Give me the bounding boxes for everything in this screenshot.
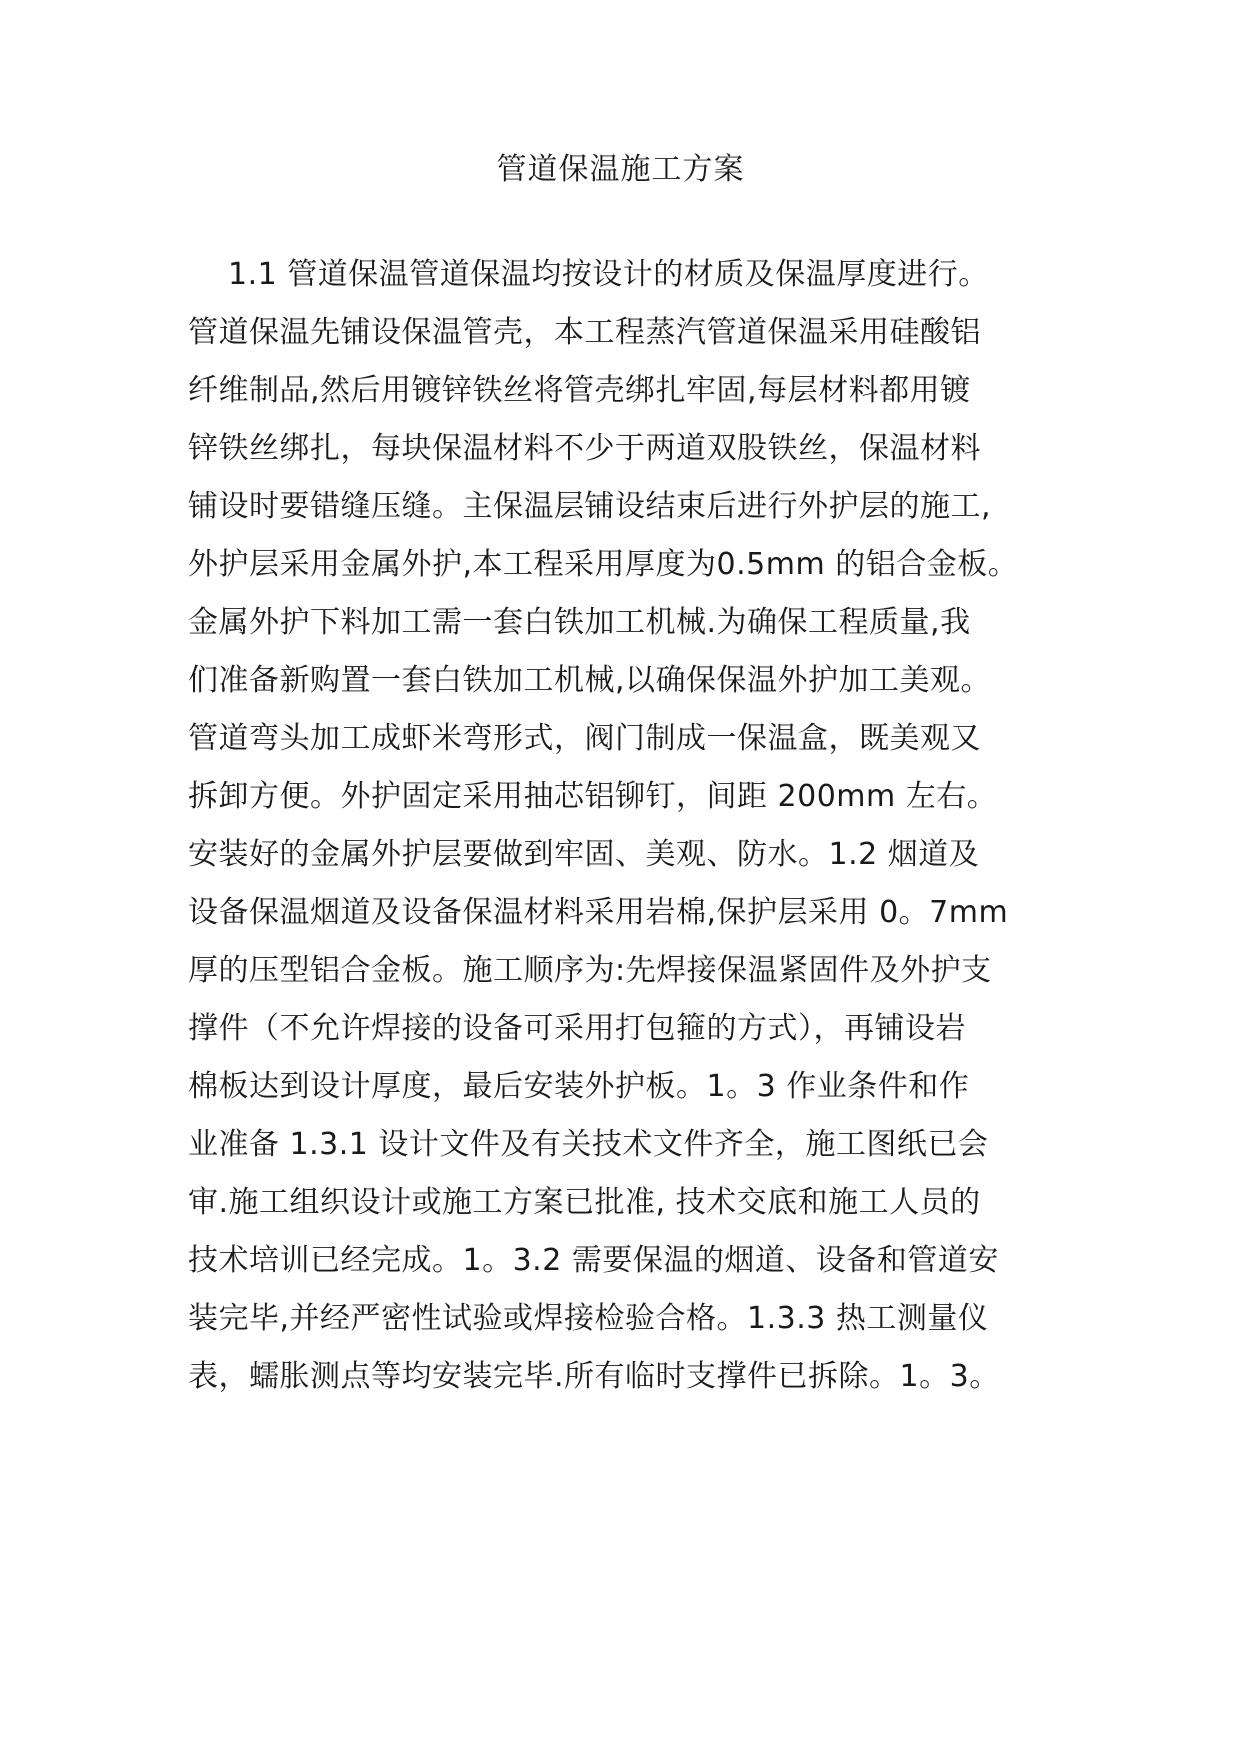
text-line: 1.1 管道保温管道保温均按设计的材质及保温厚度进行。	[228, 257, 989, 292]
text-line: 们准备新购置一套白铁加工机械,以确保保温外护加工美观。	[188, 663, 992, 698]
text-line: 撑件（不允许焊接的设备可采用打包箍的方式），再铺设岩	[188, 1011, 966, 1046]
text-line: 装完毕,并经严密性试验或焊接检验合格。1.3.3 热工测量仪	[188, 1301, 989, 1336]
text-line: 设备保温烟道及设备保温材料采用岩棉,保护层采用 0。7mm	[188, 895, 1009, 930]
text-line: 外护层采用金属外护,本工程采用厚度为0.5mm 的铝合金板。	[188, 547, 1019, 582]
text-line: 厚的压型铝合金板。施工顺序为:先焊接保温紧固件及外护支	[188, 953, 992, 988]
text-line: 业准备 1.3.1 设计文件及有关技术文件齐全，施工图纸已会	[188, 1127, 989, 1162]
text-line: 表，蠕胀测点等均安装完毕.所有临时支撑件已拆除。1。3。	[188, 1359, 1000, 1394]
text-line: 安装好的金属外护层要做到牢固、美观、防水。1.2 烟道及	[188, 837, 980, 872]
text-line: 审.施工组织设计或施工方案已批准, 技术交底和施工人员的	[188, 1185, 981, 1220]
text-line: 技术培训已经完成。1。3.2 需要保温的烟道、设备和管道安	[188, 1243, 999, 1278]
text-line: 锌铁丝绑扎，每块保温材料不少于两道双股铁丝，保温材料	[188, 431, 981, 466]
text-line: 棉板达到设计厚度，最后安装外护板。1。3 作业条件和作	[188, 1069, 970, 1104]
text-line: 铺设时要错缝压缝。主保温层铺设结束后进行外护层的施工,	[188, 489, 992, 524]
text-line: 纤维制品,然后用镀锌铁丝将管壳绑扎牢固,每层材料都用镀	[188, 373, 971, 408]
text-line: 拆卸方便。外护固定采用抽芯铝铆钉，间距 200mm 左右。	[188, 779, 998, 814]
text-line: 管道保温先铺设保温管壳，本工程蒸汽管道保温采用硅酸铝	[188, 315, 981, 350]
document-title: 管道保温施工方案	[496, 152, 745, 187]
text-line: 金属外护下料加工需一套白铁加工机械.为确保工程质量,我	[188, 605, 971, 640]
text-line: 管道弯头加工成虾米弯形式，阀门制成一保温盒，既美观又	[188, 721, 981, 756]
